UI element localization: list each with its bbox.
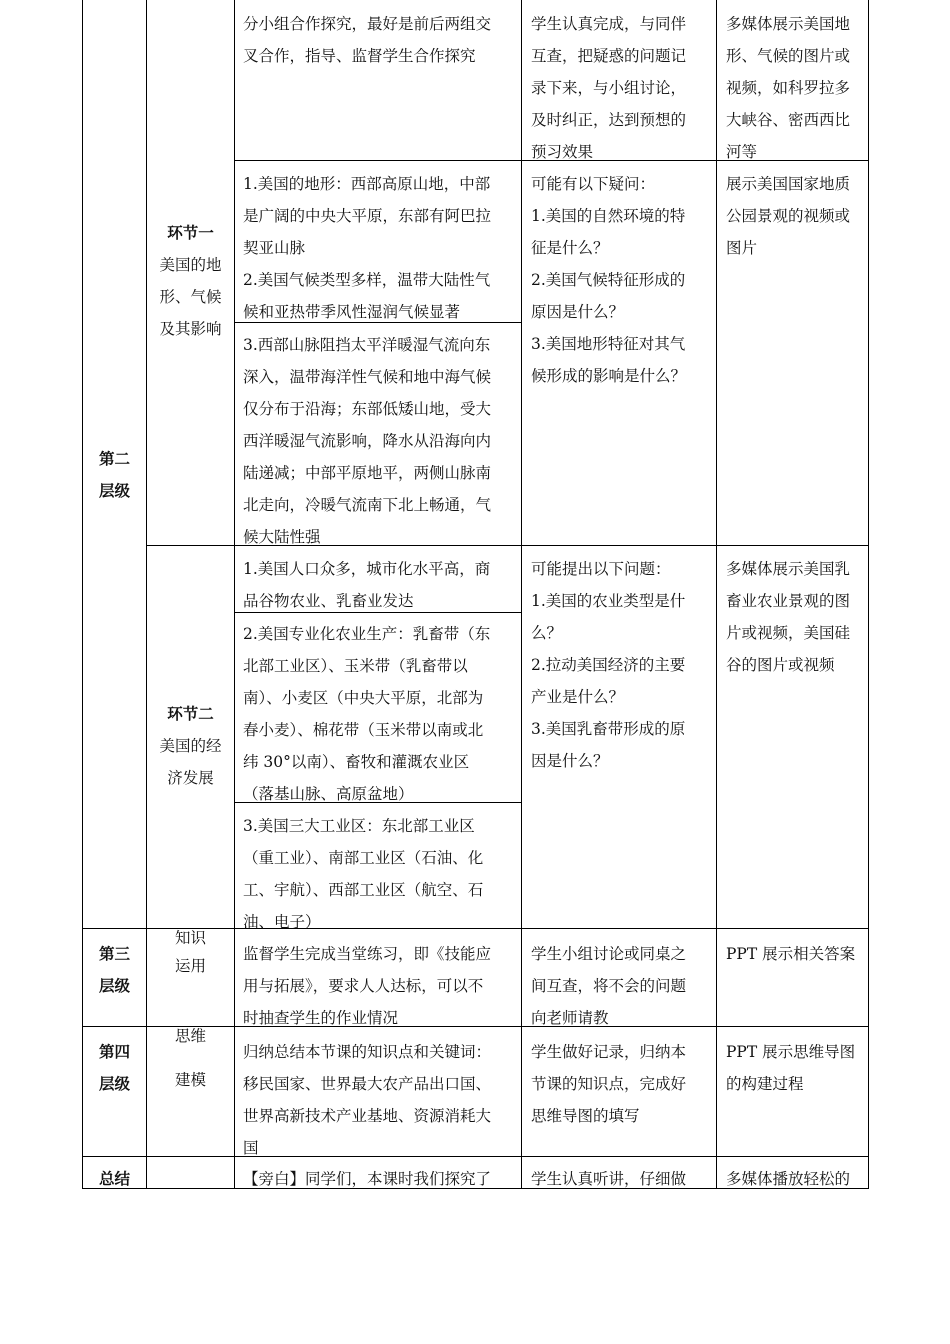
section2-student-line: 因是什么？ (531, 752, 609, 770)
section2-content-line: 纬 30°以南）、畜牧和灌溉农业区 (243, 753, 470, 771)
level4-student-line: 学生做好记录，归纳本 (531, 1043, 687, 1061)
section1-content-line: 仅分布于沿海；东部低矮山地，受大 (243, 400, 492, 418)
level4-media-line: 的构建过程 (726, 1075, 804, 1093)
section1-student-line: 1.美国的自然环境的特 (531, 207, 686, 225)
level2-label-line2: 层级 (98, 481, 130, 500)
section1-content-line: 2.美国气候类型多样，温带大陆性气 (243, 271, 491, 289)
section1-media-line: 公园景观的视频或 (726, 207, 851, 225)
level4-label-line1: 第四 (98, 1042, 130, 1061)
table-border-right (868, 0, 869, 1189)
section1-content-line: 西洋暖湿气流影响，降水从沿海向内 (243, 432, 492, 450)
section2-student-line: 可能提出以下问题： (531, 560, 671, 578)
level3-student-line: 向老师请教 (531, 1009, 609, 1027)
level3-sub-line1: 知识 (174, 929, 206, 947)
section1-media-line: 展示美国国家地质 (726, 175, 851, 193)
section1-content-line: 陆递减；中部平原地平，两侧山脉南 (243, 464, 492, 482)
section2-student-line: 3.美国乳畜带形成的原 (531, 720, 686, 738)
section2-content-line: 2.美国专业化农业生产：乳畜带（东 (243, 625, 491, 643)
summary-teacher-line: 【旁白】同学们，本课时我们探究了 (243, 1170, 492, 1188)
section2-student-line: 1.美国的农业类型是什 (531, 592, 686, 610)
intro-student-line: 及时纠正，达到预想的 (531, 111, 687, 129)
level4-teacher-line: 国 (243, 1139, 259, 1157)
section1-student-line: 候形成的影响是什么？ (531, 367, 687, 385)
level4-media-line: PPT 展示思维导图 (726, 1043, 856, 1061)
section2-content-line: 南）、小麦区（中央大平原，北部为 (243, 689, 484, 707)
level3-student-line: 学生小组讨论或同桌之 (531, 945, 687, 963)
section2-subtitle-line: 济发展 (167, 769, 214, 787)
section2-content-line: 油、电子） (243, 913, 321, 931)
section1-title: 环节一 (167, 223, 214, 242)
section1-student-line: 3.美国地形特征对其气 (531, 335, 686, 353)
section1-student-line: 2.美国气候特征形成的 (531, 271, 686, 289)
section2-content-line: （落基山脉、高原盆地） (243, 785, 414, 803)
level3-teacher-line: 监督学生完成当堂练习，即《技能应 (243, 945, 492, 963)
summary-label: 总结 (98, 1169, 130, 1188)
level2-label-line1: 第二 (98, 449, 130, 468)
section2-student-line: 2.拉动美国经济的主要 (531, 656, 686, 674)
row-divider-summary (82, 1156, 869, 1157)
level3-label-line1: 第三 (98, 944, 130, 963)
intro-teacher-line: 分小组合作探究，最好是前后两组交 (243, 15, 492, 33)
section2-title: 环节二 (167, 704, 214, 723)
section2-content-line: 1.美国人口众多，城市化水平高，商 (243, 560, 491, 578)
section1-content-line: 契亚山脉 (243, 239, 306, 257)
col-divider-2 (234, 0, 235, 1189)
level3-student-line: 间互查，将不会的问题 (531, 977, 687, 995)
level4-label-line2: 层级 (98, 1074, 130, 1093)
summary-student-line: 学生认真听讲，仔细做 (531, 1170, 687, 1188)
section2-content-line: （重工业）、南部工业区（石油、化 (243, 849, 484, 867)
section2-media-line: 多媒体展示美国乳 (726, 560, 851, 578)
col-divider-4 (716, 0, 717, 1189)
level3-media-line: PPT 展示相关答案 (726, 945, 856, 963)
section1-student-line: 征是什么？ (531, 239, 609, 257)
section2-content-line: 品谷物农业、乳畜业发达 (243, 592, 414, 610)
intro-student-line: 录下来，与小组讨论， (531, 79, 687, 97)
section2-content-line: 工、宇航）、西部工业区（航空、石 (243, 881, 484, 899)
section1-content-line: 深入，温带海洋性气候和地中海气候 (243, 368, 492, 386)
level3-teacher-line: 用与拓展》，要求人人达标，可以不 (243, 977, 484, 995)
section2-media-line: 畜业农业景观的图 (726, 592, 851, 610)
level4-sub-line1: 思维 (174, 1027, 206, 1045)
section2-student-line: 么？ (531, 624, 563, 642)
col-divider-1 (146, 0, 147, 1189)
level4-sub-line2: 建模 (174, 1071, 206, 1089)
section1-subtitle-line: 及其影响 (159, 320, 222, 338)
intro-media-line: 河等 (726, 143, 758, 161)
section2-content-line: 北部工业区）、玉米带（乳畜带以 (243, 657, 468, 675)
section2-subtitle-line: 美国的经 (159, 737, 222, 755)
level3-label-line2: 层级 (98, 976, 130, 995)
section1-content-line: 北走向，冷暖气流南下北上畅通，气 (243, 496, 492, 514)
table-border-left (82, 0, 83, 1189)
section1-media-line: 图片 (726, 239, 758, 257)
section1-content-line: 1.美国的地形：西部高原山地，中部 (243, 175, 491, 193)
section1-content-line: 候大陆性强 (243, 528, 321, 546)
level4-teacher-line: 归纳总结本节课的知识点和关键词： (243, 1043, 492, 1061)
section2-media-line: 片或视频，美国硅 (726, 624, 851, 642)
section1-student-line: 原因是什么？ (531, 303, 625, 321)
level4-student-line: 思维导图的填写 (531, 1107, 640, 1125)
level4-student-line: 节课的知识点，完成好 (531, 1075, 687, 1093)
intro-media-line: 视频，如科罗拉多 (726, 79, 851, 97)
section1-content-line: 3.西部山脉阻挡太平洋暖湿气流向东 (243, 336, 491, 354)
intro-media-line: 多媒体展示美国地 (726, 15, 851, 33)
level4-teacher-line: 移民国家、世界最大农产品出口国、 (243, 1075, 492, 1093)
intro-student-line: 学生认真完成，与同伴 (531, 15, 687, 33)
level3-teacher-line: 时抽查学生的作业情况 (243, 1009, 399, 1027)
section2-content-line: 3.美国三大工业区：东北部工业区 (243, 817, 475, 835)
level4-teacher-line: 世界高新技术产业基地、资源消耗大 (243, 1107, 492, 1125)
section1-subtitle-line: 形、气候 (159, 288, 222, 306)
intro-teacher-line: 叉合作，指导、监督学生合作探究 (243, 47, 476, 65)
section1-content-line: 是广阔的中央大平原，东部有阿巴拉 (243, 207, 492, 225)
level3-sub-line2: 运用 (174, 957, 206, 975)
summary-media-line: 多媒体播放轻松的 (726, 1170, 851, 1188)
section1-content-line: 候和亚热带季风性湿润气候显著 (243, 303, 461, 321)
section2-student-line: 产业是什么？ (531, 688, 625, 706)
section1-student-line: 可能有以下疑问： (531, 175, 656, 193)
section1-subtitle-line: 美国的地 (159, 256, 222, 274)
section2-content-line: 春小麦）、棉花带（玉米带以南或北 (243, 721, 484, 739)
intro-media-line: 大峡谷、密西西比 (726, 111, 851, 129)
intro-media-line: 形、气候的图片或 (726, 47, 851, 65)
col-divider-3 (521, 0, 522, 1189)
intro-student-line: 预习效果 (531, 143, 594, 161)
section2-media-line: 谷的图片或视频 (726, 656, 835, 674)
intro-student-line: 互查，把疑惑的问题记 (531, 47, 687, 65)
